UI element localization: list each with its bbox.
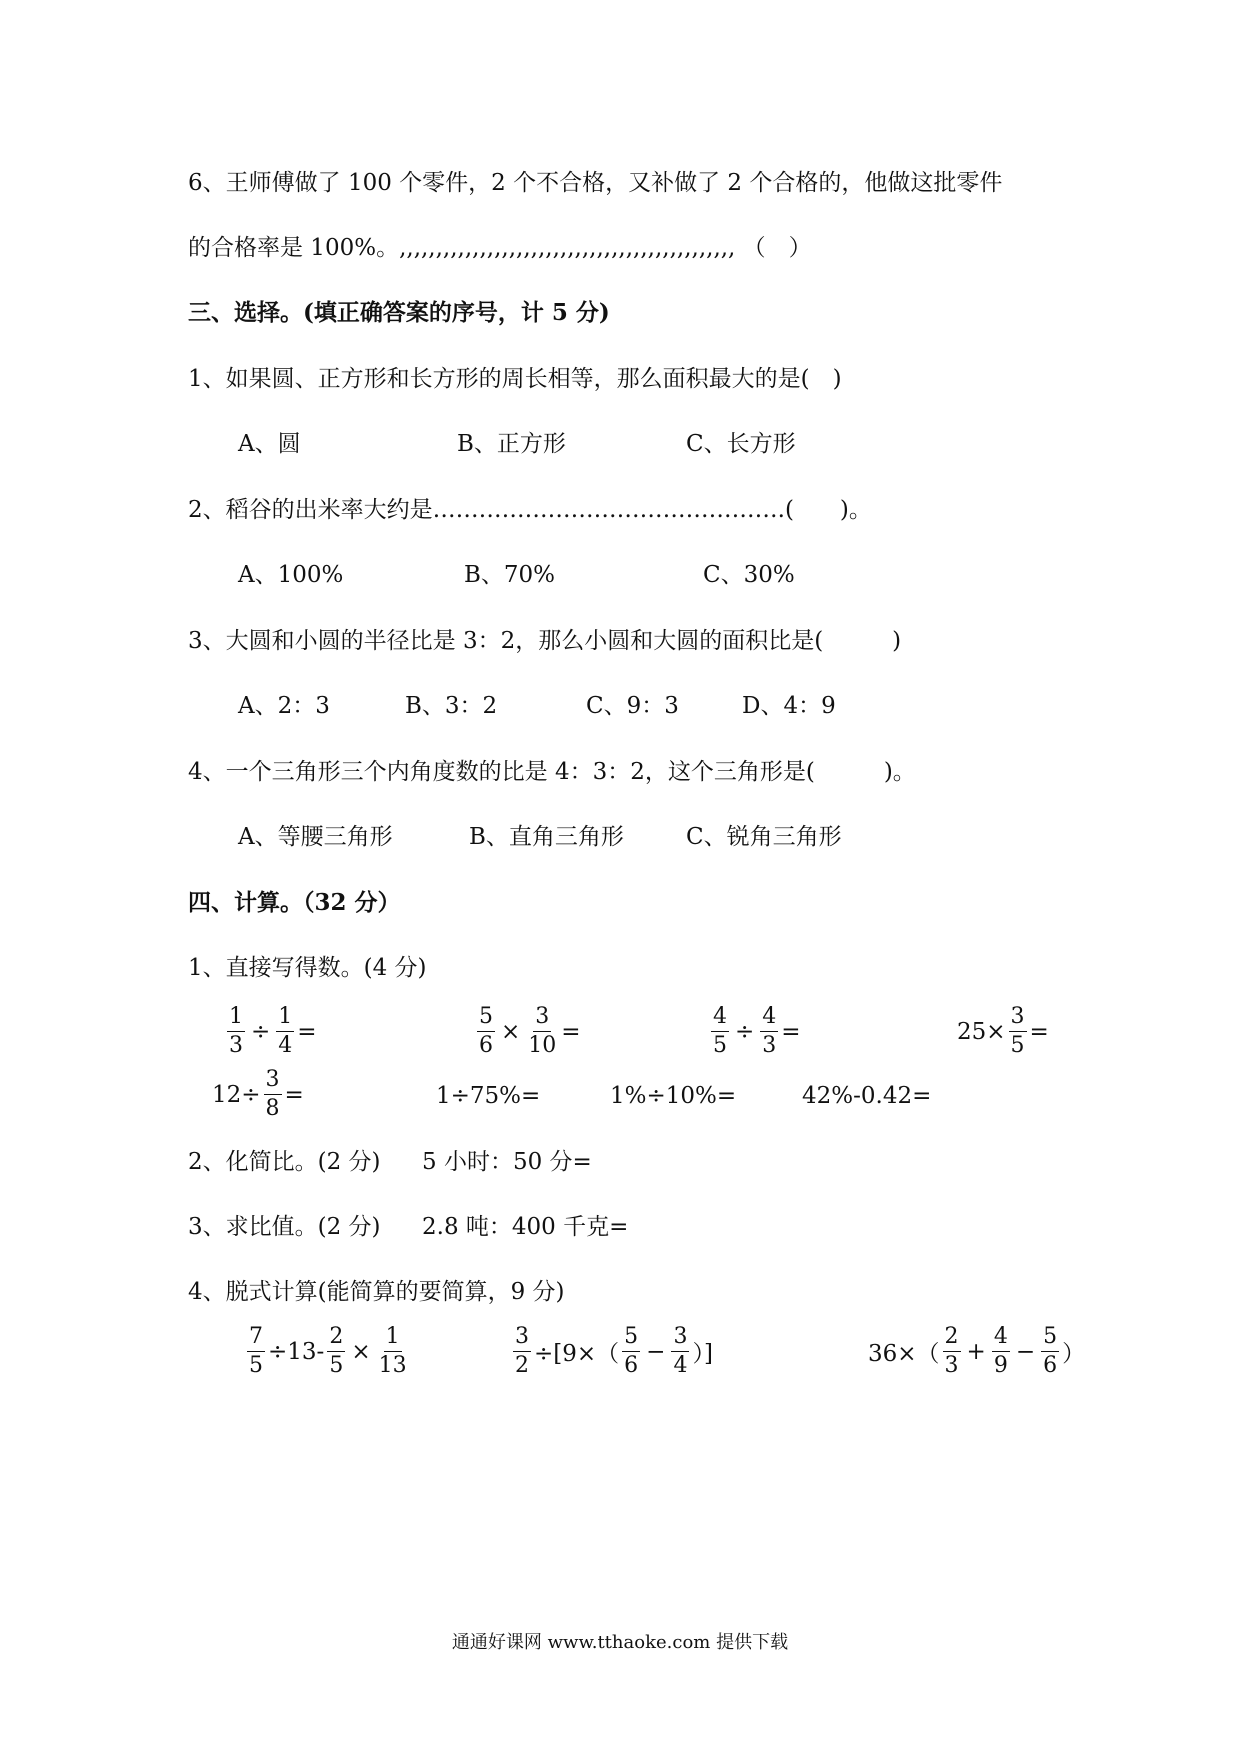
footer-download-note: 通通好课网 www.tthaoke.com 提供下载 <box>451 1632 789 1653</box>
fraction: $\frac{4}{3}$ <box>762 1004 777 1058</box>
operator: − <box>1015 1338 1036 1365</box>
fraction: $\frac{4}{9}$ <box>993 1324 1008 1378</box>
fraction: $\frac{1}{13}$ <box>378 1324 407 1378</box>
section4-title: 四、计算。（32 分） <box>188 889 401 916</box>
s4-q2-expr: 5 小时：50 分= <box>422 1149 592 1175</box>
s3-q2-text: 2、稻谷的出米率大约是……………………………………….( )。 <box>188 497 872 523</box>
fraction: $\frac{5}{6}$ <box>479 1004 493 1058</box>
s3-q4-option-a: A、等腰三角形 <box>238 824 393 850</box>
operator: + <box>966 1338 986 1365</box>
fraction: $\frac{3}{4}$ <box>673 1324 688 1378</box>
calc-expr-6: 1÷75%= <box>436 1083 541 1109</box>
calc-expr-4 <box>957 1003 1049 1060</box>
fraction: $\frac{3}{10}$ <box>528 1004 557 1058</box>
fraction: $\frac{4}{5}$ <box>713 1004 727 1058</box>
operator: − <box>646 1338 666 1365</box>
operator: ÷ <box>735 1018 755 1045</box>
fraction: $\frac{3}{8}$ <box>265 1067 280 1121</box>
operator: × <box>351 1338 371 1365</box>
equals: = <box>1029 1018 1049 1045</box>
s3-q1-option-c: C、长方形 <box>686 431 796 457</box>
equals: = <box>284 1081 304 1108</box>
calc-expr-7: 1%÷10%= <box>610 1083 737 1109</box>
s3-q1-option-b: B、正方形 <box>457 431 566 457</box>
operator: × <box>501 1018 521 1045</box>
equals: = <box>297 1018 317 1045</box>
prefix: 36×（ <box>868 1341 940 1367</box>
equals: = <box>561 1018 581 1045</box>
calc-expr-3 <box>708 1003 801 1060</box>
s3-q1-option-a: A、圆 <box>238 431 301 457</box>
stepwise-problem-3 <box>868 1323 1085 1380</box>
fraction: $\frac{2}{3}$ <box>944 1324 959 1378</box>
calc-expr-5 <box>212 1066 304 1123</box>
s3-q3-option-d: D、4：9 <box>742 693 836 719</box>
s3-q4-text: 4、一个三角形三个内角度数的比是 4：3：2，这个三角形是( )。 <box>188 759 916 785</box>
s3-q1-text: 1、如果圆、正方形和长方形的周长相等，那么面积最大的是( ) <box>188 366 842 392</box>
prefix: 25× <box>957 1018 1006 1045</box>
calc-expr-2 <box>474 1003 581 1060</box>
s3-q2-option-b: B、70% <box>464 562 556 588</box>
fraction: $\frac{3}{5}$ <box>1010 1004 1025 1058</box>
s3-q2-option-c: C、30% <box>703 562 795 588</box>
s4-q3-text: 3、求比值。(2 分) <box>188 1214 381 1240</box>
s3-q4-option-b: B、直角三角形 <box>469 824 624 850</box>
s3-q3-option-c: C、9：3 <box>586 693 679 719</box>
calc-expr-8: 42%-0.42= <box>802 1083 932 1109</box>
operator: ÷ <box>251 1018 271 1045</box>
s3-q4-option-c: C、锐角三角形 <box>686 824 842 850</box>
s3-q3-option-b: B、3：2 <box>405 693 498 719</box>
bracket-close: ）] <box>692 1341 713 1367</box>
fraction: $\frac{3}{2}$ <box>515 1324 529 1378</box>
fraction: $\frac{5}{6}$ <box>624 1324 639 1378</box>
q6-line2: 的合格率是 100%。,,,,,,,,,,,,,,,,,,,,,,,,,,,,,,,,,,,,,,,,,,,,,, （ ） <box>188 235 812 261</box>
stepwise-problem-2 <box>510 1323 713 1380</box>
s3-q2-option-a: A、100% <box>238 562 344 588</box>
bracket-close: ） <box>1062 1341 1086 1367</box>
s3-q3-option-a: A、2：3 <box>238 693 330 719</box>
fraction: $\frac{7}{5}$ <box>249 1324 263 1378</box>
operator: ÷13- <box>268 1338 325 1365</box>
calc-expr-1 <box>224 1003 317 1060</box>
stepwise-problem-1 <box>244 1323 412 1380</box>
operator: ÷[9×（ <box>534 1341 620 1367</box>
equals: = <box>781 1018 801 1045</box>
fraction: $\frac{1}{4}$ <box>278 1004 293 1058</box>
fraction: $\frac{1}{3}$ <box>229 1004 243 1058</box>
s4-q1-text: 1、直接写得数。(4 分) <box>188 955 427 981</box>
prefix: 12÷ <box>212 1081 261 1108</box>
s4-q3-expr: 2.8 吨：400 千克= <box>422 1214 629 1240</box>
fraction: $\frac{2}{5}$ <box>329 1324 344 1378</box>
s4-q2-text: 2、化简比。(2 分) <box>188 1149 381 1175</box>
q6-line1: 6、王师傅做了 100 个零件，2 个不合格，又补做了 2 个合格的，他做这批零件 <box>188 170 1003 196</box>
s4-q4-text: 4、脱式计算(能简算的要简算，9 分) <box>188 1279 565 1305</box>
fraction: $\frac{5}{6}$ <box>1043 1324 1058 1378</box>
section3-title: 三、选择。(填正确答案的序号，计 5 分) <box>188 299 610 326</box>
s3-q3-text: 3、大圆和小圆的半径比是 3：2，那么小圆和大圆的面积比是( ) <box>188 628 902 654</box>
